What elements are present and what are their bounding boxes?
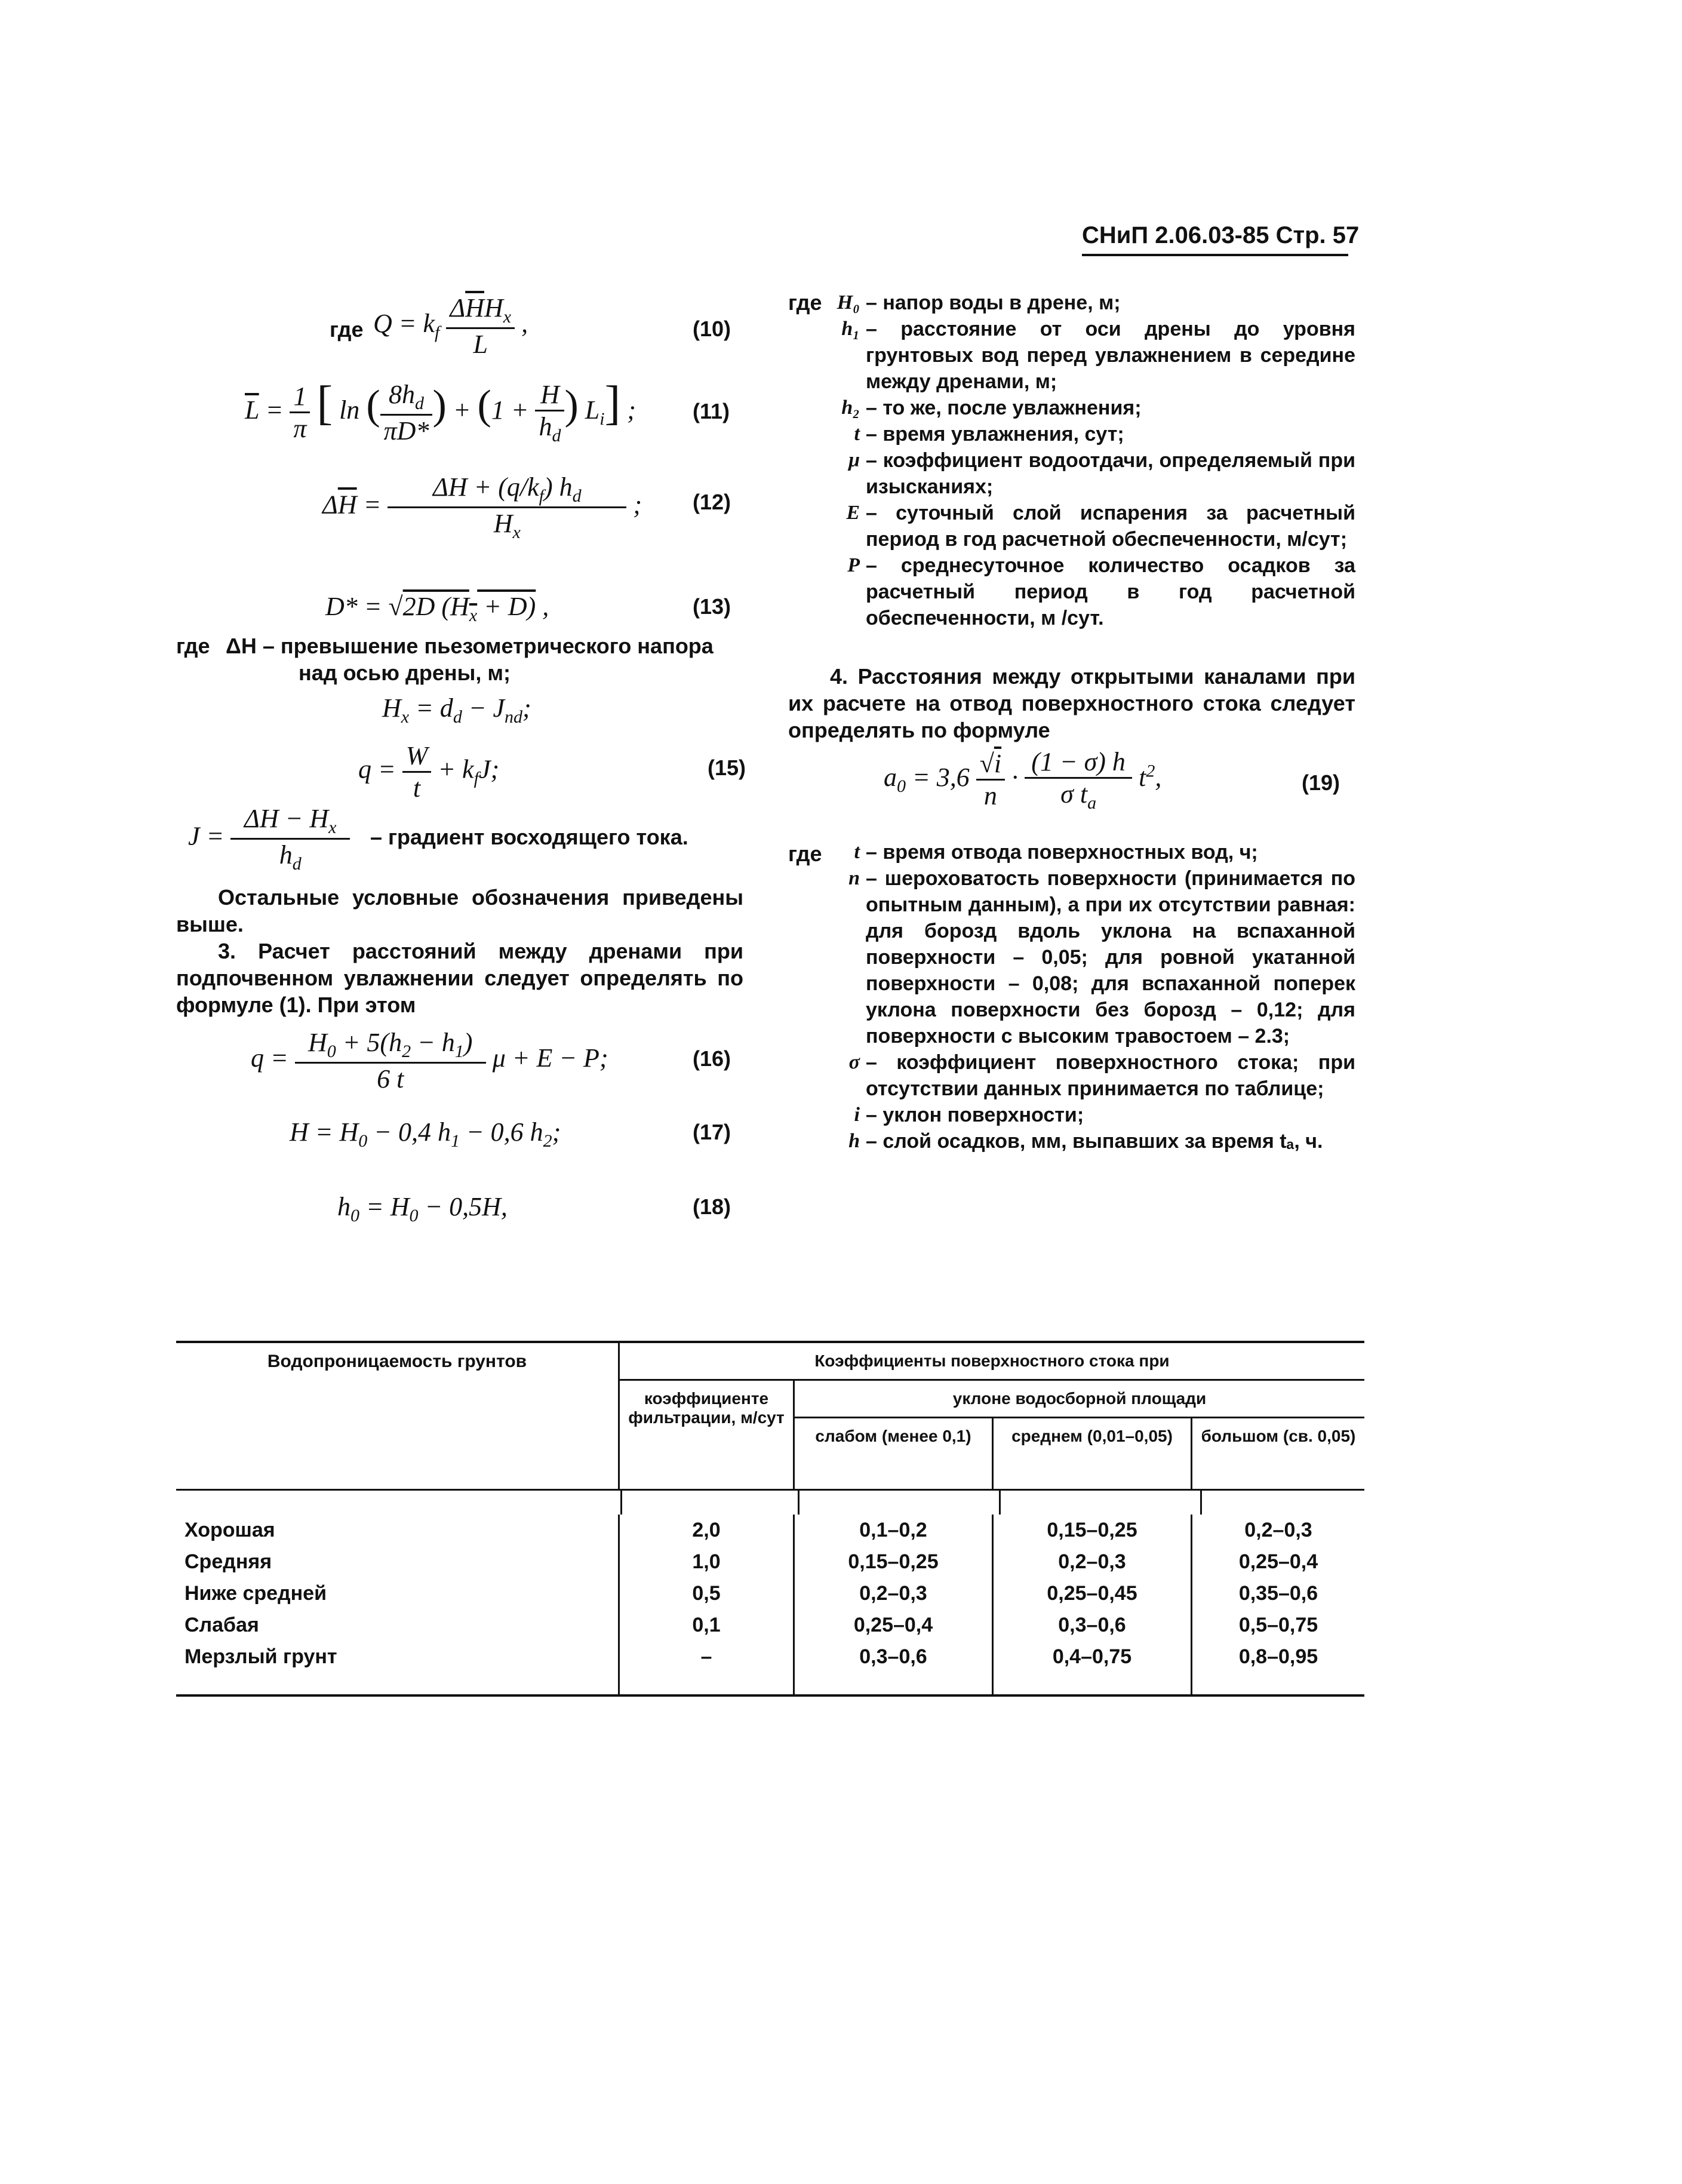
- eq-number-10: (10): [693, 317, 731, 341]
- def-row: t – время увлажнения, сут;: [854, 423, 1124, 446]
- def-row: H₀ – напор воды в дрене, м;: [837, 291, 1121, 314]
- header-rule: [1082, 254, 1348, 256]
- formula-Hx: $H_x = d_d - J_{nd}$;: [382, 693, 531, 727]
- def-row: i – уклон поверхности;: [854, 1104, 1084, 1126]
- def-row: E – суточный слой испарения за расчетный период в год расчетной обеспеченности, м/сут;: [846, 502, 1355, 551]
- th-slope: уклоне водосборной площади: [794, 1380, 1365, 1418]
- eq-number-12: (12): [693, 490, 731, 514]
- table-row: Слабая 0,1 0,25–0,4 0,3–0,6 0,5–0,75: [176, 1609, 1364, 1641]
- th-coefficients: Коэффициенты поверхностного стока при: [619, 1342, 1365, 1380]
- formula-19: $a_0 = 3,6$ $\frac{√i}{n}$ · $\frac{(1 - \sigma) h}{\sigma t_a}$ $t^2$,: [884, 747, 1162, 813]
- eq-number-16: (16): [693, 1046, 731, 1071]
- formula-17: $H = H_0 - 0,4$ $h_1 - 0,6$ $h_2$;: [290, 1117, 561, 1151]
- where-label-dH: где: [176, 634, 210, 658]
- th-slope-low: слабом (менее 0,1): [794, 1418, 993, 1490]
- formula-18: $h_0 = H_0 - 0,5H$,: [337, 1192, 508, 1225]
- def-row: t – время отвода поверхностных вод, ч;: [854, 841, 1258, 864]
- J-definition: – градиент восходящего тока.: [370, 825, 688, 849]
- table-row: Мерзлый грунт – 0,3–0,6 0,4–0,75 0,8–0,95: [176, 1641, 1364, 1695]
- formula-15: q = $\frac{W}{t}$ + $k_fJ$;: [358, 741, 500, 803]
- eq-number-19: (19): [1302, 770, 1340, 795]
- runoff-coefficients-table: [176, 1341, 1364, 1697]
- table-row: Ниже средней 0,5 0,2–0,3 0,25–0,45 0,35–0,6: [176, 1578, 1364, 1609]
- th-permeability: Водопроницаемость грунтов: [176, 1342, 619, 1490]
- table-row: Хорошая 2,0 0,1–0,2 0,15–0,25 0,2–0,3: [176, 1515, 1364, 1546]
- page-header: СНиП 2.06.03-85 Стр. 57: [1082, 222, 1360, 248]
- eq-number-18: (18): [693, 1194, 731, 1219]
- definitions-16: [794, 290, 1355, 631]
- def-row: P – среднесуточное количество осадков за расчетный период в год расчетной обеспеченности, м /сут.: [847, 554, 1355, 629]
- where-label-right: где: [788, 290, 822, 315]
- formula-J: J = $\frac{\Delta H - H_x}{h_d}$: [188, 803, 350, 874]
- definitions-19: [794, 839, 1355, 1154]
- table-row: Средняя 1,0 0,15–0,25 0,2–0,3 0,25–0,4: [176, 1546, 1364, 1578]
- def-row: μ – коэффициент водоотдачи, определяемый при изысканиях;: [848, 449, 1355, 498]
- formula-11: $\overline{L}$ = $\frac{1}{\pi}$ [ ln ( $\frac{8h_d}{\pi D*}$ ) + (1 + $\frac{H}{h_d}$ ) $L_i$] ;: [245, 377, 636, 446]
- where-label-10: где: [330, 317, 364, 342]
- paragraph-4: 4. Расстояния между открытыми каналами при их расчете на отвод поверхностного стока следует определять по формуле: [788, 664, 1355, 742]
- def-row: h₁ – расстояние от оси дрены до уровня грунтовых вод перед увлажнением в середине между дренами, м;: [841, 318, 1355, 393]
- paragraph-3: 3. Расчет расстояний между дренами при подпочвенном увлажнении следует определять по формуле (1). При этом: [176, 939, 743, 1017]
- formula-16: q = $\frac{H_0 + 5(h_2 - h_1)}{6 t}$ μ + E − P;: [251, 1028, 608, 1093]
- where-label-19: где: [788, 841, 822, 866]
- th-slope-high: большом (св. 0,05): [1192, 1418, 1365, 1490]
- th-slope-mid: среднем (0,01–0,05): [993, 1418, 1192, 1490]
- def-row: σ – коэффициент поверхностного стока; при отсутствии данных принимается по таблице;: [848, 1051, 1355, 1100]
- eq-number-17: (17): [693, 1120, 731, 1144]
- dH-definition-cont: над осью дрены, м;: [299, 661, 511, 685]
- eq-number-11: (11): [693, 399, 730, 423]
- eq-number-15: (15): [708, 755, 746, 780]
- def-row: h – слой осадков, мм, выпавших за время tₐ, ч.: [848, 1130, 1323, 1153]
- def-row: h₂ – то же, после увлажнения;: [841, 397, 1142, 419]
- formula-12: $\Delta\overline{H}$ = $\frac{\Delta H + (q/k_f) h_d}{H_x}$ ;: [322, 472, 642, 542]
- dH-definition: ΔH – превышение пьезометрического напора: [226, 634, 714, 658]
- eq-number-13: (13): [693, 594, 731, 619]
- def-row: n – шероховатость поверхности (принимается по опытным данным), а при их отсутствии равная: для борозд вдоль уклона на вспаханной поверхности – 0,05; для ровной укатанной поверхности – 0,08; для вспаханной поперек уклона поверхности без борозд – 0,12; для поверхности с высоким травостоем – 2.3;: [848, 867, 1355, 1048]
- th-filtration: коэффициенте фильтрации, м/сут: [619, 1380, 794, 1490]
- formula-13: D* = √2D $(H_x + D)$ ,: [325, 592, 549, 625]
- formula-10: $Q = k_f$ $\frac{\Delta\overline{H}H_x}{L}$ ,: [373, 293, 528, 359]
- paragraph-rest-symbols: Остальные условные обозначения приведены выше.: [176, 885, 743, 936]
